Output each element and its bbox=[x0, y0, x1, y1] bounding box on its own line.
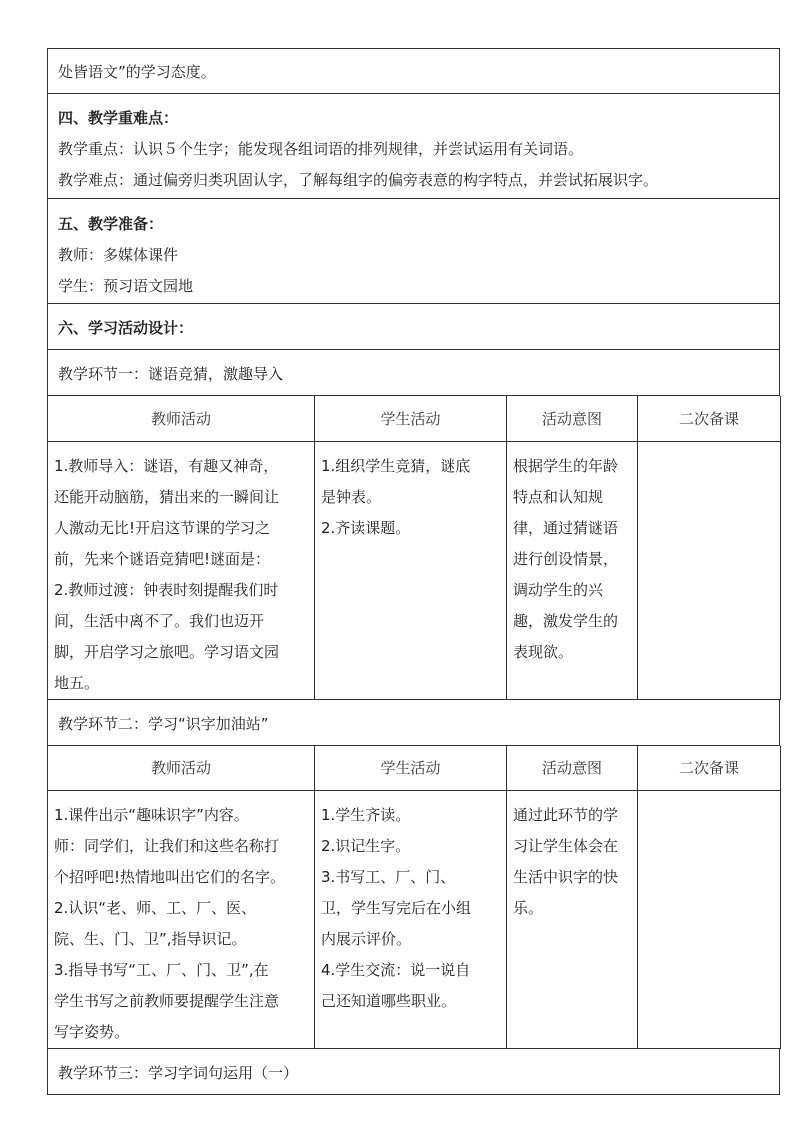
step1-header-row bbox=[48, 396, 781, 441]
step2-intent-cell bbox=[507, 791, 638, 1049]
text-line: 师：同学们，让我们和这些名称打 bbox=[54, 837, 280, 855]
text-line: 2.识记生字。 bbox=[321, 837, 411, 855]
step1-student-cell bbox=[315, 441, 507, 699]
text-line: 1.组织学生竞猜，谜底 bbox=[321, 456, 471, 475]
step2-title: 教学环节二：学习“识字加油站” bbox=[58, 714, 269, 733]
step2-student-cell bbox=[315, 791, 507, 1049]
text-line: 人激动无比!开启这节课的学习之 bbox=[54, 518, 271, 537]
text-line: 个招呼吧!热情地叫出它们的名字。 bbox=[54, 868, 286, 886]
step3-title-row bbox=[47, 1049, 780, 1095]
column-header-student: 学生活动 bbox=[315, 396, 507, 441]
text-line: 间，生活中离不了。我们也迈开 bbox=[54, 611, 265, 630]
text-line: 学生书写之前教师要提醒学生注意 bbox=[54, 992, 280, 1010]
lesson-plan-page bbox=[47, 48, 780, 1095]
text-line: 内展示评价。 bbox=[321, 930, 412, 948]
column-header-teacher: 教师活动 bbox=[48, 396, 315, 441]
step2-header-row bbox=[48, 746, 781, 791]
text-line: 表现欲。 bbox=[513, 642, 574, 661]
column-header-intent: 活动意图 bbox=[507, 396, 638, 441]
difficult-point-line: 教学难点：通过偏旁归类巩固认字，了解每组字的偏旁表意的构字特点，并尝试拓展识字。 bbox=[58, 171, 659, 189]
text-line: 2.教师过渡：钟表时刻提醒我们时 bbox=[54, 580, 279, 599]
column-header-intent: 活动意图 bbox=[507, 746, 638, 791]
step2-title-row bbox=[47, 700, 780, 746]
text-line: 习让学生体会在 bbox=[513, 837, 619, 855]
step2-table bbox=[47, 746, 781, 1050]
step2-teacher-cell bbox=[48, 791, 315, 1049]
text-line: 2.齐读课题。 bbox=[321, 518, 411, 537]
step1-teacher-cell bbox=[48, 441, 315, 699]
text-line: 己还知道哪些职业。 bbox=[321, 992, 457, 1010]
text-line: 3.指导书写“工、厂、门、卫”,在 bbox=[54, 961, 269, 979]
step1-intent-cell bbox=[507, 441, 638, 699]
step2-content-row bbox=[48, 791, 781, 1049]
text-line: 是钟表。 bbox=[321, 487, 382, 506]
teacher-prep-line: 教师：多媒体课件 bbox=[58, 246, 179, 264]
section-preparation bbox=[47, 199, 780, 304]
text-line: 1.教师导入：谜语，有趣又神奇， bbox=[54, 456, 279, 475]
text-line: 1.学生齐读。 bbox=[321, 806, 411, 824]
text-line: 趣，激发学生的 bbox=[513, 611, 619, 630]
intro-row bbox=[47, 48, 780, 94]
text-line: 写字姿势。 bbox=[54, 1023, 130, 1041]
column-header-note: 二次备课 bbox=[638, 746, 781, 791]
column-header-note: 二次备课 bbox=[638, 396, 781, 441]
text-line: 进行创设情景， bbox=[513, 549, 619, 568]
step1-content-row bbox=[48, 441, 781, 699]
student-prep-line: 学生：预习语文园地 bbox=[58, 277, 194, 295]
text-line: 院、生、门、卫”,指导识记。 bbox=[54, 930, 247, 948]
column-header-student: 学生活动 bbox=[315, 746, 507, 791]
text-line: 2.认识“老、师、工、厂、医、 bbox=[54, 899, 257, 917]
text-line: 还能开动脑筋，猜出来的一瞬间让 bbox=[54, 487, 280, 506]
text-line: 通过此环节的学 bbox=[513, 806, 619, 824]
column-header-teacher: 教师活动 bbox=[48, 746, 315, 791]
text-line: 调动学生的兴 bbox=[513, 580, 604, 599]
text-line: 卫，学生写完后在小组 bbox=[321, 899, 472, 917]
section5-heading: 五、教学准备： bbox=[58, 215, 164, 233]
text-line: 特点和认知规 bbox=[513, 487, 604, 506]
text-line: 乐。 bbox=[513, 899, 544, 917]
section-activity-design bbox=[47, 304, 780, 350]
key-point-line: 教学重点：认识５个生字；能发现各组词语的排列规律，并尝试运用有关词语。 bbox=[58, 140, 584, 158]
text-line: 3.书写工、厂、门、 bbox=[321, 868, 456, 886]
intro-line: 处皆语文”的学习态度。 bbox=[58, 63, 216, 81]
text-line: 4.学生交流：说一说自 bbox=[321, 961, 471, 979]
step3-title: 教学环节三：学习字词句运用（一） bbox=[58, 1064, 299, 1082]
step1-table bbox=[47, 396, 781, 700]
step1-note-cell bbox=[638, 441, 781, 699]
text-line: 1.课件出示“趣味识字”内容。 bbox=[54, 806, 249, 824]
step2-note-cell bbox=[638, 791, 781, 1049]
step1-title: 教学环节一：谜语竞猜，激趣导入 bbox=[58, 365, 284, 383]
text-line: 地五。 bbox=[54, 673, 100, 692]
text-line: 生活中识字的快 bbox=[513, 868, 619, 886]
text-line: 脚，开启学习之旅吧。学习语文园 bbox=[54, 642, 280, 661]
section-key-points bbox=[47, 94, 780, 199]
text-line: 前，先来个谜语竞猜吧!谜面是： bbox=[54, 549, 271, 568]
section4-heading: 四、教学重难点： bbox=[58, 109, 179, 127]
text-line: 律，通过猜谜语 bbox=[513, 518, 619, 537]
section6-heading: 六、学习活动设计： bbox=[58, 319, 194, 337]
text-line: 根据学生的年龄 bbox=[513, 456, 619, 475]
step1-title-row bbox=[47, 350, 780, 396]
